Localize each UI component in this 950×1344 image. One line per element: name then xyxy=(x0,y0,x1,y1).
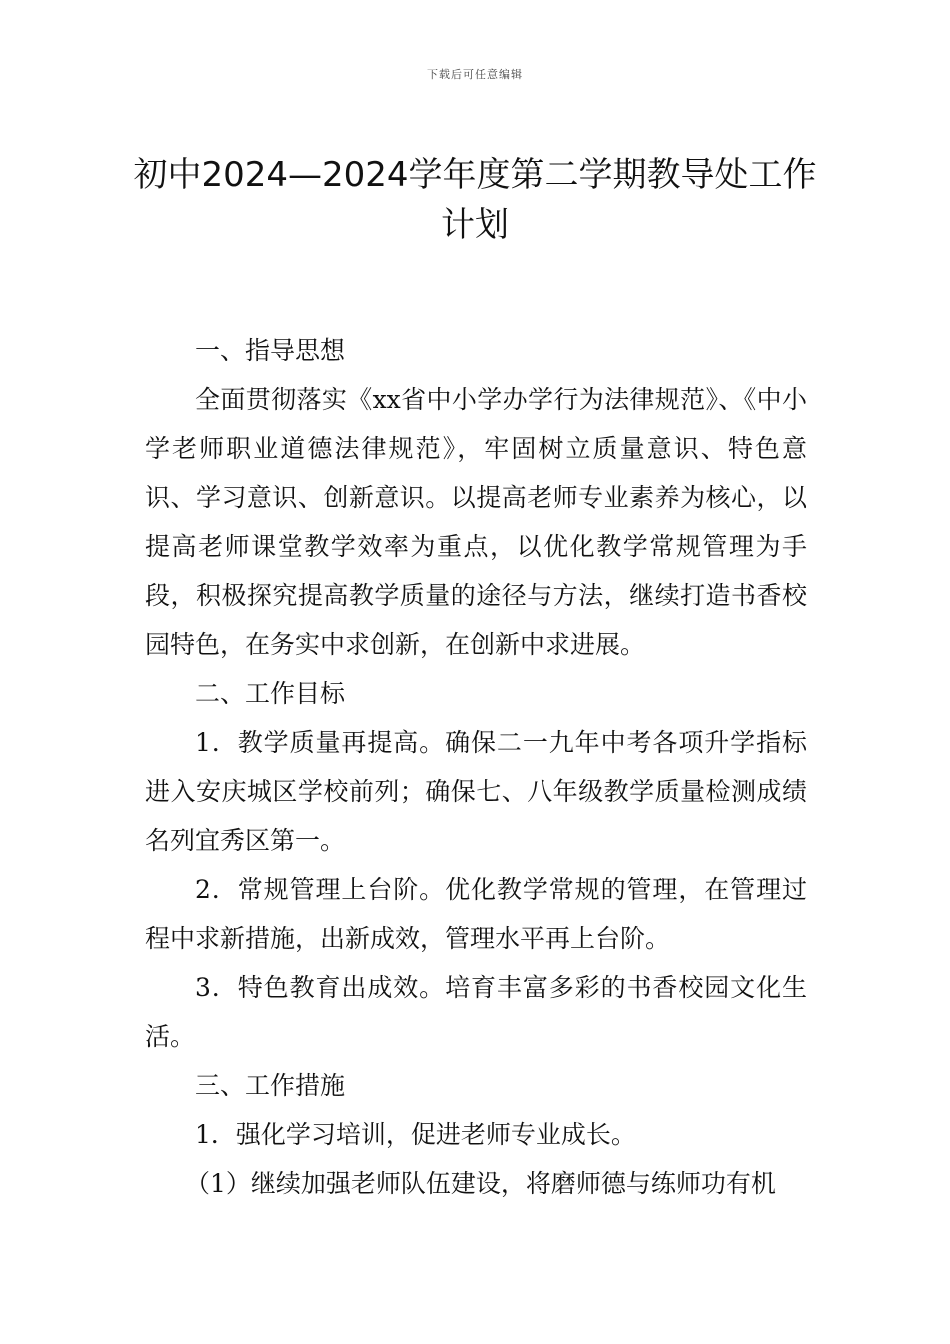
document-title: 初中2024—2024学年度第二学期教导处工作计划 xyxy=(133,155,817,245)
paragraph-measure-1: 1．强化学习培训，促进老师专业成长。 xyxy=(195,1120,636,1149)
section-heading-work-goals: 二、工作目标 xyxy=(195,679,346,708)
paragraph-measure-1-1: （1）继续加强老师队伍建设，将磨师德与练师功有机 xyxy=(185,1169,776,1198)
paragraph-goal-3: 3．特色教育出成效。培育丰富多彩的书香校园文化生活。 xyxy=(145,973,807,1051)
paragraph-goal-2: 2．常规管理上台阶。优化教学常规的管理，在管理过程中求新措施，出新成效，管理水平再上台阶。 xyxy=(145,875,807,953)
paragraph-guiding-thought: 全面贯彻落实《xx省中小学办学行为法律规范》、《中小学老师职业道德法律规范》，牢固树立质量意识、特色意识、学习意识、创新意识。以提高老师专业素养为核心，以提高老师课堂教学效率为重点，以优化教学常规管理为手段，积极探究提高教学质量的途径与方法，继续打造书香校园特色，在务实中求创新，在创新中求进展。 xyxy=(145,385,807,659)
section-heading-guiding-thought: 一、指导思想 xyxy=(195,336,346,365)
document-body xyxy=(145,326,807,1208)
paragraph-goal-1: 1．教学质量再提高。确保二一九年中考各项升学指标进入安庆城区学校前列；确保七、八年级教学质量检测成绩名列宜秀区第一。 xyxy=(145,728,807,855)
section-heading-work-measures: 三、工作措施 xyxy=(195,1071,346,1100)
page-header-note: 下载后可任意编辑 xyxy=(427,68,523,81)
